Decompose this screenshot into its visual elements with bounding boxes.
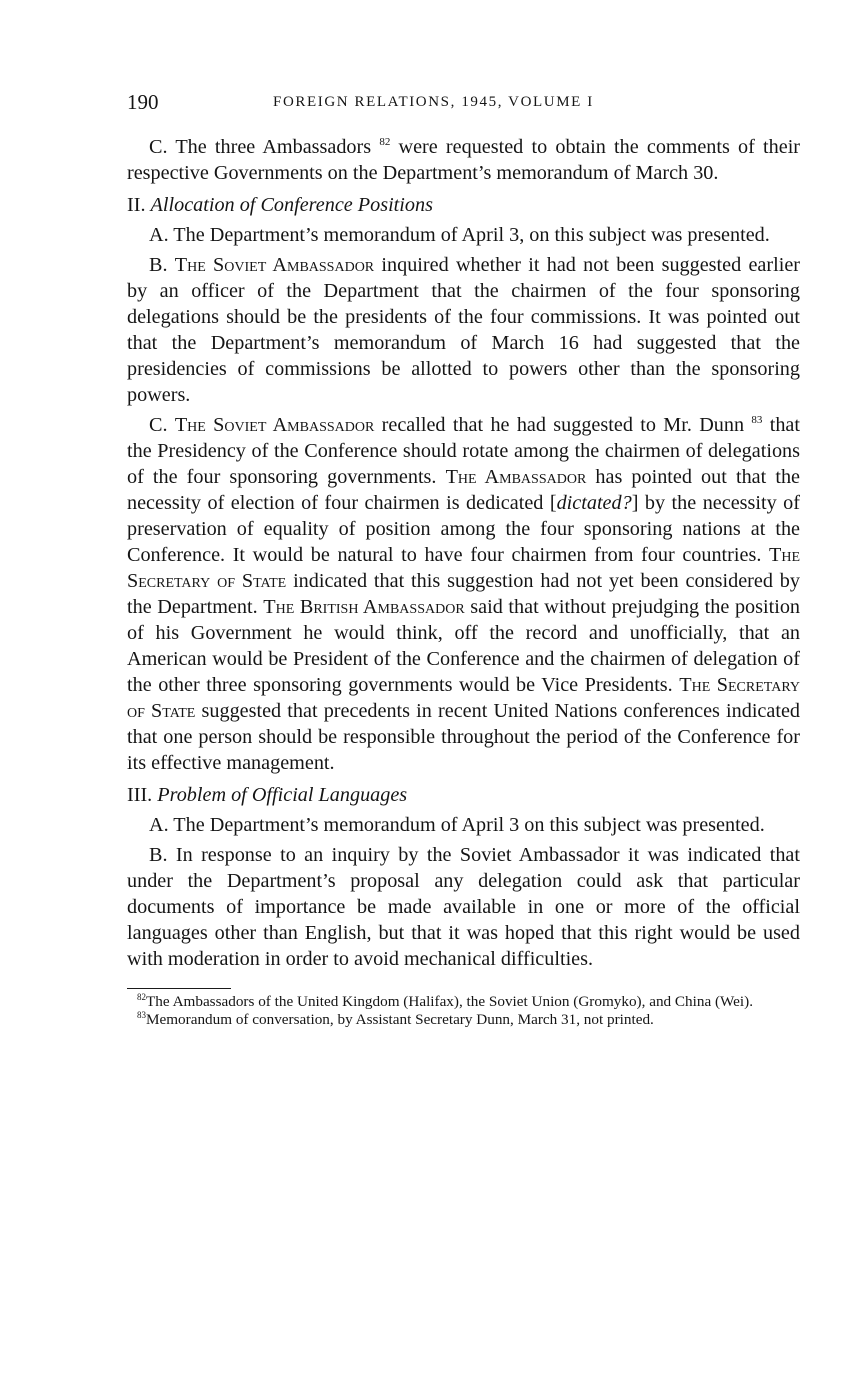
footnote-83: $^{83}$Memorandum of conversation, by Assistant Secretary Dunn, March 31, not printed.: [137, 1010, 654, 1028]
footnote-ref-83[interactable]: 83: [751, 414, 763, 426]
section-heading-iii: III. Problem of Official Languages: [127, 784, 408, 806]
paragraph-1c: C. The three Ambassadors $^{82}$ were requested to obtain the comments of their respective Governments on the Department’s memorandum of March 30.: [127, 136, 801, 184]
paragraph-2c: C. The Soviet Ambassador recalled that he had suggested to Mr. Dunn $^{83}$ that the Presidency of the Conference should rotate among the chairmen of delegations of the four sponsoring governments. The Ambassador has pointed out that the necessity of election of four chairmen is dedicated [dictated?] by the necessity of preservation of equality of position among the four sponsoring nations at the Conference. It would be natural to have four chairmen from four countries. The Secretary of State indicated that this suggestion had not yet been considered by the Department. The British Ambassador said that without prejudging the position of his Government he would think, off the record and unofficially, that an American would be President of the Conference and the chairmen of delegation of the other three sponsoring governments would be Vice Presidents. The Secretary of State suggested that precedents in recent United Nations conferences indicated that one person should be responsible throughout the period of the Conference for its effective management.: [127, 414, 801, 774]
page-number: 190: [127, 90, 159, 114]
footnote-ref-82[interactable]: 82: [379, 136, 391, 148]
page-body: [127, 134, 800, 972]
section-title-ii: Allocation of Conference Positions: [150, 194, 433, 216]
footnote-82: $^{82}$The Ambassadors of the United Kingdom (Halifax), the Soviet Union (Gromyko), and China (Wei).: [137, 992, 753, 1010]
page-header: [127, 90, 800, 118]
paragraph-2b: B. The Soviet Ambassador inquired whether it had not been suggested earlier by an officer of the Department that the chairmen of the four sponsoring delegations should be the presidents of the four commissions. It was pointed out that the Department’s memorandum of March 16 had suggested that the presidencies of commissions be allotted to powers other than the sponsoring powers.: [127, 254, 801, 406]
section-heading-ii: II. Allocation of Conference Positions: [127, 194, 433, 216]
document-page: [127, 90, 800, 1029]
section-title-iii: Problem of Official Languages: [157, 784, 408, 806]
paragraph-3a: A. The Department’s memorandum of April 3 on this subject was presented.: [149, 814, 765, 836]
footnotes: [127, 993, 800, 1029]
running-title: FOREIGN RELATIONS, 1945, VOLUME I: [273, 94, 594, 110]
paragraph-2a: A. The Department’s memorandum of April 3, on this subject was presented.: [149, 224, 770, 246]
footnote-divider: [127, 988, 231, 989]
paragraph-3b: B. In response to an inquiry by the Soviet Ambassador it was indicated that under the Department’s proposal any delegation could ask that particular documents of importance be made available in one or more of the official languages other than English, but that it was hoped that this right would be used with moderation in order to avoid mechanical difficulties.: [127, 844, 800, 970]
